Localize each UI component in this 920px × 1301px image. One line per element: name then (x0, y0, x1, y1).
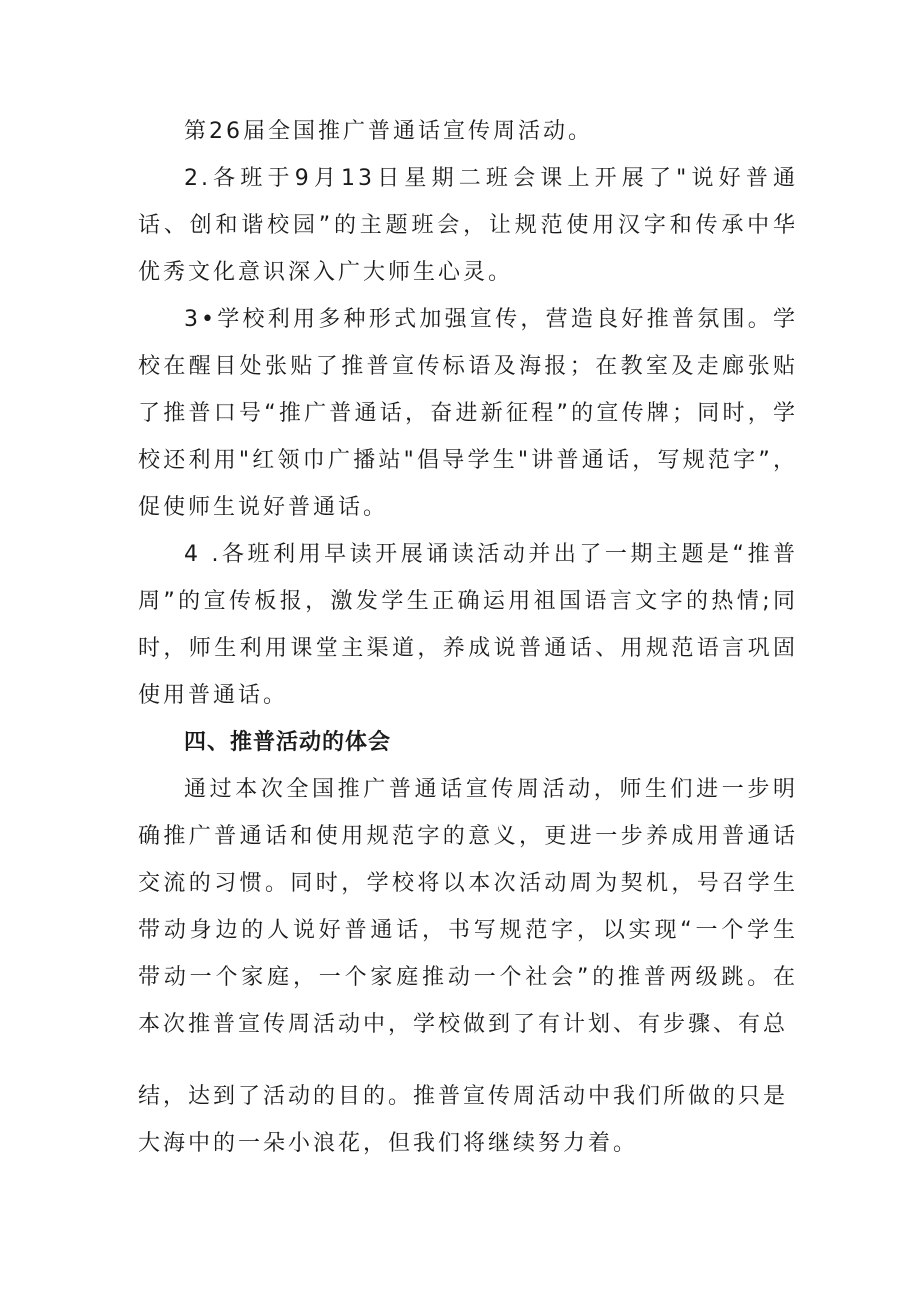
document-body-upper (138, 108, 798, 1048)
paragraph-3: 3•学校利用多种形式加强宣传，营造良好推普氛围。学校在醒目处张贴了推普宣传标语及海报；在教室及走廊张贴了推普口号“推广普通话，奋进新征程”的宣传牌；同时，学校还利用"红领巾广播站"倡导学生"讲普通话，写规范字”，促使师生说好普通话。 (138, 307, 798, 520)
paragraph-1: 第26届全国推广普通话宣传周活动。 (184, 119, 593, 144)
section-heading: 四、推普活动的体会 (184, 730, 392, 755)
paragraph-4: 4 .各班利用早读开展诵读活动并出了一期主题是“推普周”的宣传板报，激发学生正确运用祖国语言文字的热情;同时，师生利用课堂主渠道，养成说普通话、用规范语言巩固使用普通话。 (138, 542, 798, 708)
paragraph-5: 通过本次全国推广普通话宣传周活动，师生们进一步明确推广普通话和使用规范字的意义，更进一步养成用普通话交流的习惯。同时，学校将以本次活动周为契机，号召学生带动身边的人说好普通话，书写规范字，以实现“一个学生带动一个家庭，一个家庭推动一个社会”的推普两级跳。在本次推普宣传周活动中，学校做到了有计划、有步骤、有总 (138, 777, 798, 1037)
document-body-lower (138, 1073, 798, 1167)
paragraph-2: 2.各班于9月13日星期二班会课上开展了"说好普通话、创和谐校园”的主题班会，让规范使用汉字和传承中华优秀文化意识深入广大师生心灵。 (138, 166, 798, 285)
paragraph-6: 结，达到了活动的目的。推普宣传周活动中我们所做的只是大海中的一朵小浪花，但我们将继续努力着。 (138, 1084, 789, 1156)
